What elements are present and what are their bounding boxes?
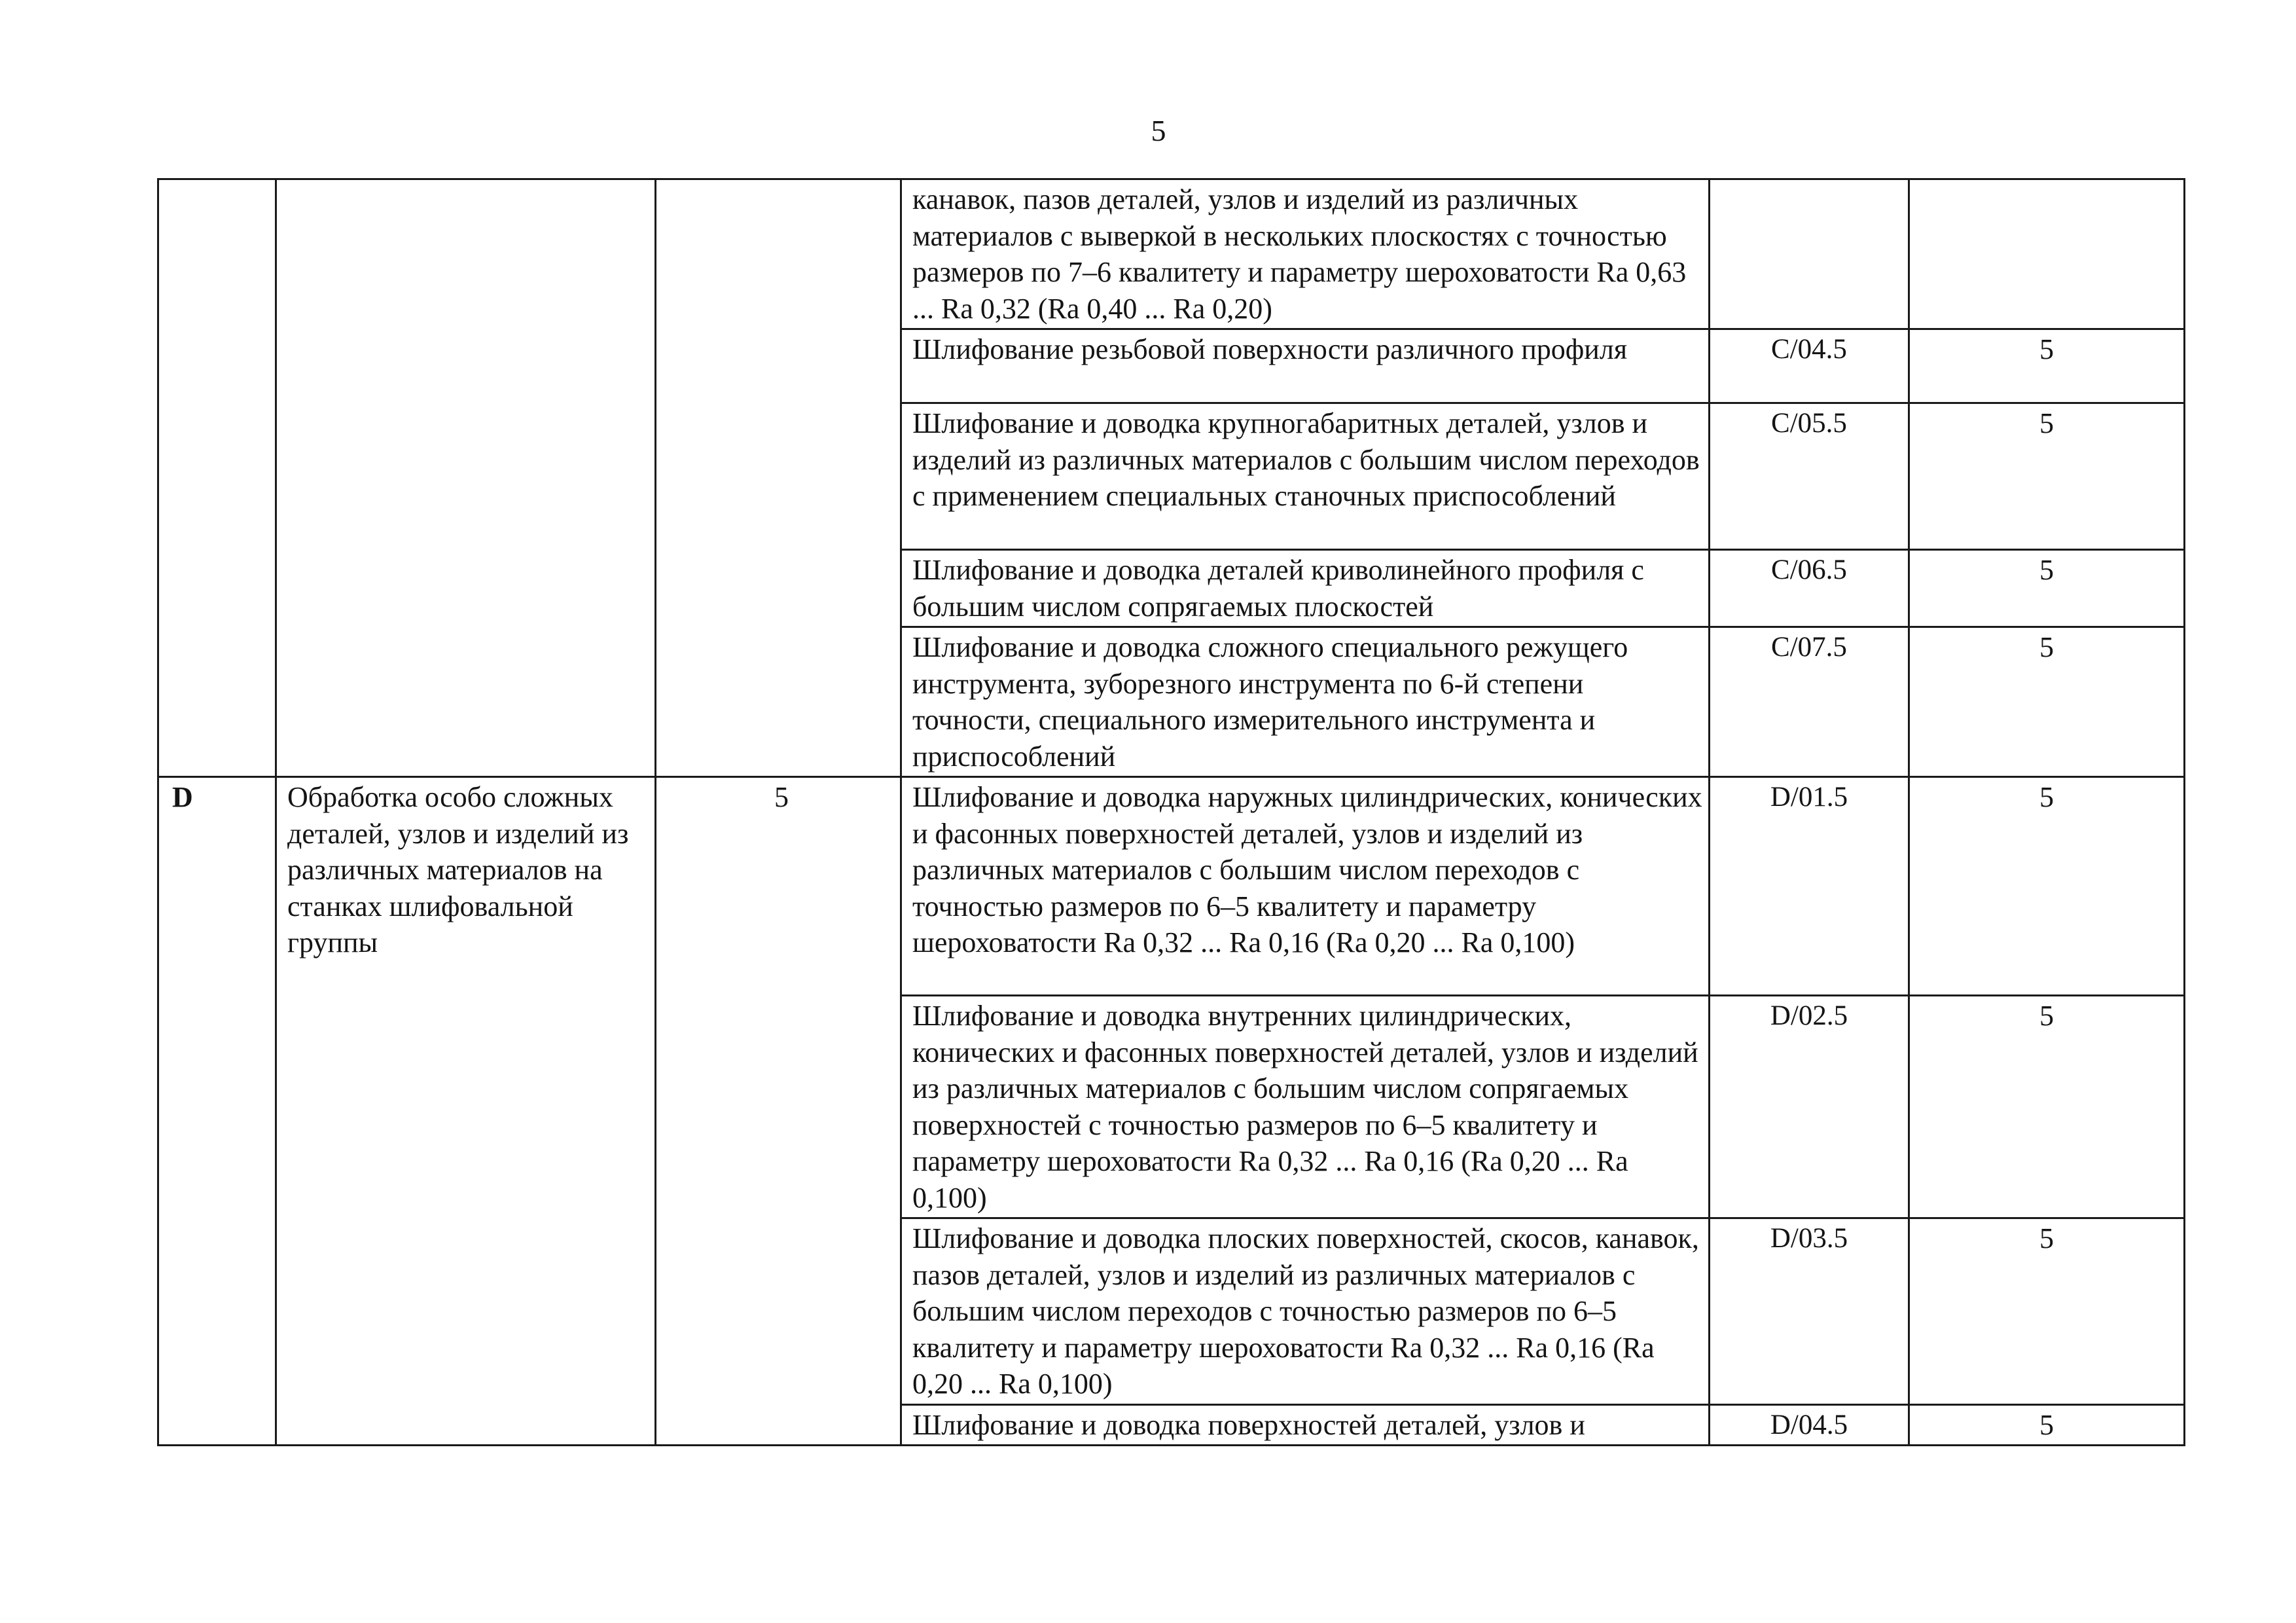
table-row (158, 777, 2185, 996)
function-code: D/04.5 (1710, 1404, 1909, 1446)
function-code: C/05.5 (1710, 403, 1909, 550)
function-code: D/03.5 (1710, 1218, 1909, 1405)
function-code (1710, 179, 1909, 329)
function-text: Шлифование и доводка плоских поверхностей, скосов, канавок, пазов деталей, узлов и изделий из различных материалов с большим числом переходов с точностью размеров по 6–5 квалитету и параметру шероховатости Ra 0,32 ... Ra 0,16 (Ra 0,20 ... Ra 0,100) (901, 1218, 1710, 1405)
function-code: C/06.5 (1710, 550, 1909, 627)
function-level: 5 (1909, 403, 2185, 550)
table-row (158, 179, 2185, 329)
functions-table (157, 178, 2185, 1446)
function-text: Шлифование и доводка наружных цилиндрических, конических и фасонных поверхностей деталей, узлов и изделий из различных материалов с большим числом переходов с точностью размеров по 6–5 квалитету и параметру шероховатости Ra 0,32 ... Ra 0,16 (Ra 0,20 ... Ra 0,100) (901, 777, 1710, 996)
group-name: Обработка особо сложных деталей, узлов и изделий из различных материалов на станках шлифовальной группы (276, 777, 656, 1446)
function-level: 5 (1909, 777, 2185, 996)
function-level: 5 (1909, 1218, 2185, 1405)
function-text: Шлифование резьбовой поверхности различного профиля (901, 329, 1710, 403)
function-code: C/07.5 (1710, 627, 1909, 777)
function-text: Шлифование и доводка поверхностей деталей, узлов и (901, 1404, 1710, 1446)
function-text: Шлифование и доводка крупногабаритных деталей, узлов и изделий из различных материалов с большим числом переходов с применением специальных станочных приспособлений (901, 403, 1710, 550)
function-level: 5 (1909, 550, 2185, 627)
function-level: 5 (1909, 329, 2185, 403)
function-level: 5 (1909, 1404, 2185, 1446)
function-level: 5 (1909, 627, 2185, 777)
group-code: D (158, 777, 276, 1446)
function-code: C/04.5 (1710, 329, 1909, 403)
group-name-cell (276, 179, 656, 777)
group-level-cell (656, 179, 901, 777)
function-text: Шлифование и доводка внутренних цилиндрических, конических и фасонных поверхностей деталей, узлов и изделий из различных материалов с большим числом сопрягаемых поверхностей с точностью размеров по 6–5 квалитету и параметру шероховатости Ra 0,32 ... Ra 0,16 (Ra 0,20 ... Ra 0,100) (901, 996, 1710, 1218)
page-number: 5 (1151, 114, 1166, 147)
function-level (1909, 179, 2185, 329)
function-code: D/01.5 (1710, 777, 1909, 996)
function-text: Шлифование и доводка сложного специального режущего инструмента, зуборезного инструмента по 6-й степени точности, специального измерительного инструмента и приспособлений (901, 627, 1710, 777)
function-text: канавок, пазов деталей, узлов и изделий из различных материалов с выверкой в нескольких плоскостях с точностью размеров по 7–6 квалитету и параметру шероховатости Ra 0,63 ... Ra 0,32 (Ra 0,40 ... Ra 0,20) (901, 179, 1710, 329)
group-code-cell (158, 179, 276, 777)
function-code: D/02.5 (1710, 996, 1909, 1218)
function-level: 5 (1909, 996, 2185, 1218)
function-text: Шлифование и доводка деталей криволинейного профиля с большим числом сопрягаемых плоскостей (901, 550, 1710, 627)
group-level: 5 (656, 777, 901, 1446)
